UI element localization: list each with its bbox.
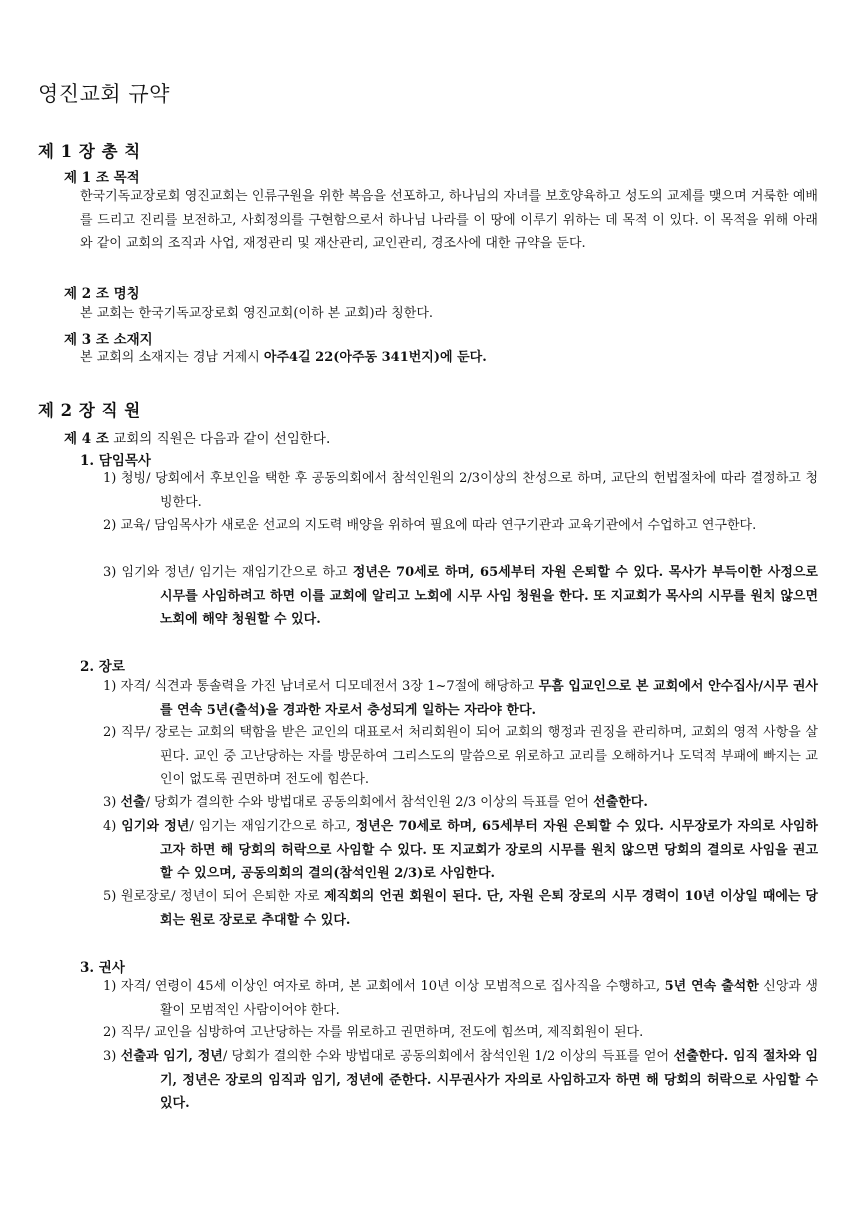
elder-item-4-num: 4): [103, 819, 122, 834]
elder-item-4: [103, 815, 818, 886]
article-1-title: 제 1 조 목적: [64, 170, 140, 186]
deaconess-item-3: [103, 1045, 818, 1116]
article-3-text: [80, 346, 818, 370]
elder-item-2: 2) 직무/ 장로는 교회의 택함을 받은 교인의 대표로서 처리회원이 되어 교회의 행정과 권징을 관리하며, 교회의 영적 사항을 살핀다. 교인 중 고난당하는 자를 방문하여 그리스도의 말씀으로 위로하고 교리를 오해하거나 도덕적 부패에 빠지는 교인이 없도록 권면하며 전도에 힘쓴다.: [103, 725, 818, 787]
pastor-item-2: 2) 교육/ 담임목사가 새로운 선교의 지도력 배양을 위하여 필요에 따라 연구기관과 교육기관에서 수업하고 연구한다.: [103, 518, 757, 533]
elder-item-4-bold: 정년은 70세로 하며, 65세부터 자원 은퇴할 수 있다. 시무장로가 자의로 사임하고자 하면 해 당회의 허락으로 사임할 수 있다. 또 지교회가 장로의 시무를 원치 않으면 당회의 결의로 사임을 권고할 수 있으며, 공동의회의 결의(참석인원 2/3)로 사임한다.: [160, 819, 818, 881]
elder-item-1-plain: 1) 자격/ 식견과 통솔력을 가진 남녀로서 디모데전서 3장 1~7절에 해당하고: [103, 679, 539, 694]
deaconess-item-1-bold: 5년 연속 출석한: [664, 979, 759, 994]
elder-item-5: [103, 885, 818, 932]
deaconess-item-1-tail: 신앙과 생활이 모범적인 사람이어야 한다.: [160, 979, 818, 1018]
elder-item-3: [103, 791, 818, 815]
article-1-text: 한국기독교장로회 영진교회는 인류구원을 위한 복음을 선포하고, 하나님의 자녀를 보호양육하고 성도의 교제를 맺으며 거룩한 예배를 드리고 진리를 보전하고, 사회정의를 구현함으로서 하나님 나라를 이 땅에 이루기 위하는 데 목적 이 있다. 이 목적을 위해 아래와 같이 교회의 조직과 사업, 재정관리 및 재산관리, 교인관리, 경조사에 대한 규약을 둔다.: [80, 189, 818, 251]
article-3-title: 제 3 조 소재지: [64, 332, 153, 348]
chapter-1-heading: 제 1 장 총 칙: [38, 142, 141, 161]
deaconess-item-2: 2) 직무/ 교인을 심방하여 고난당하는 자를 위로하고 권면하며, 전도에 힘쓰며, 제직회원이 된다.: [103, 1025, 644, 1040]
article-3-text-plain: 본 교회의 소재지는 경남 거제시: [80, 350, 264, 365]
pastor-item-1: 1) 청빙/ 당회에서 후보인을 택한 후 공동의회에서 참석인원의 2/3이상의 찬성으로 하며, 교단의 헌법절차에 따라 결정하고 청빙한다.: [103, 471, 818, 510]
pastor-item-3-plain: 3) 임기와 정년/ 임기는 재임기간으로 하고: [103, 565, 353, 580]
section-pastor-title: 1. 담임목사: [80, 453, 151, 469]
article-2-text: 본 교회는 한국기독교장로회 영진교회(이하 본 교회)라 칭한다.: [80, 306, 434, 321]
deaconess-item-3-plain: / 당회가 결의한 수와 방법대로 공동의회에서 참석인원 1/2 이상의 득표를 얻어: [222, 1049, 674, 1064]
elder-item-5-bold: 제직회의 언권 회원이 된다. 단, 자원 은퇴 장로의 시무 경력이 10년 이상일 때에는 당회는 원로 장로로 추대할 수 있다.: [160, 889, 818, 928]
deaconess-item-1-plain: 1) 자격/ 연령이 45세 이상인 여자로 하며, 본 교회에서 10년 이상 모범적으로 집사직을 수행하고,: [103, 979, 665, 994]
pastor-item-3: [103, 561, 818, 632]
elder-item-1: [103, 675, 818, 722]
elder-item-5-plain: 5) 원로장로/ 정년이 되어 은퇴한 자로: [103, 889, 325, 904]
section-deaconess-title: 3. 권사: [80, 960, 125, 976]
elder-item-3-plain: / 당회가 결의한 수와 방법대로 공동의회에서 참석인원 2/3 이상의 득표를 얻어: [145, 795, 594, 810]
deaconess-item-3-label: 선출과 임기, 정년: [120, 1049, 223, 1064]
deaconess-item-1: [103, 975, 818, 1022]
article-4: [64, 427, 330, 447]
article-3-text-bold: 아주4길 22(아주동 341번지)에 둔다.: [263, 350, 487, 365]
elder-item-3-num: 3): [103, 795, 121, 810]
article-2-title: 제 2 조 명칭: [64, 286, 140, 302]
deaconess-item-3-bold: 선출한다. 임직 절차와 임기, 정년은 장로의 임직과 임기, 정년에 준한다. 시무권사가 자의로 사임하고자 하면 해 당회의 허락으로 사임할 수 있다.: [160, 1049, 819, 1111]
elder-item-3-label: 선출: [120, 795, 146, 810]
elder-item-4-plain: / 임기는 재임기간으로 하고,: [189, 819, 356, 834]
pastor-item-3-bold: 정년은 70세로 하며, 65세부터 자원 은퇴할 수 있다. 목사가 부득이한 사정으로 시무를 사임하려고 하면 이를 교회에 알리고 노회에 시무 사임 청원을 한다. 또 지교회가 목사의 시무를 원치 않으면 노회에 해약 청원할 수 있다.: [160, 565, 818, 627]
deaconess-item-3-num: 3): [103, 1049, 121, 1064]
elder-item-1-bold: 무흠 입교인으로 본 교회에서 안수집사/시무 권사를 연속 5년(출석)을 경과한 자로서 충성되게 일하는 자라야 한다.: [160, 679, 818, 718]
elder-item-3-bold: 선출한다.: [593, 795, 648, 810]
elder-item-4-label: 임기와 정년: [121, 819, 190, 834]
article-4-text: 교회의 직원은 다음과 같이 선임한다.: [108, 431, 331, 447]
chapter-2-heading: 제 2 장 직 원: [38, 401, 141, 420]
document-title: 영진교회 규약: [38, 82, 170, 106]
article-4-label: 제 4 조: [64, 431, 109, 447]
section-elder-title: 2. 장로: [80, 659, 125, 675]
